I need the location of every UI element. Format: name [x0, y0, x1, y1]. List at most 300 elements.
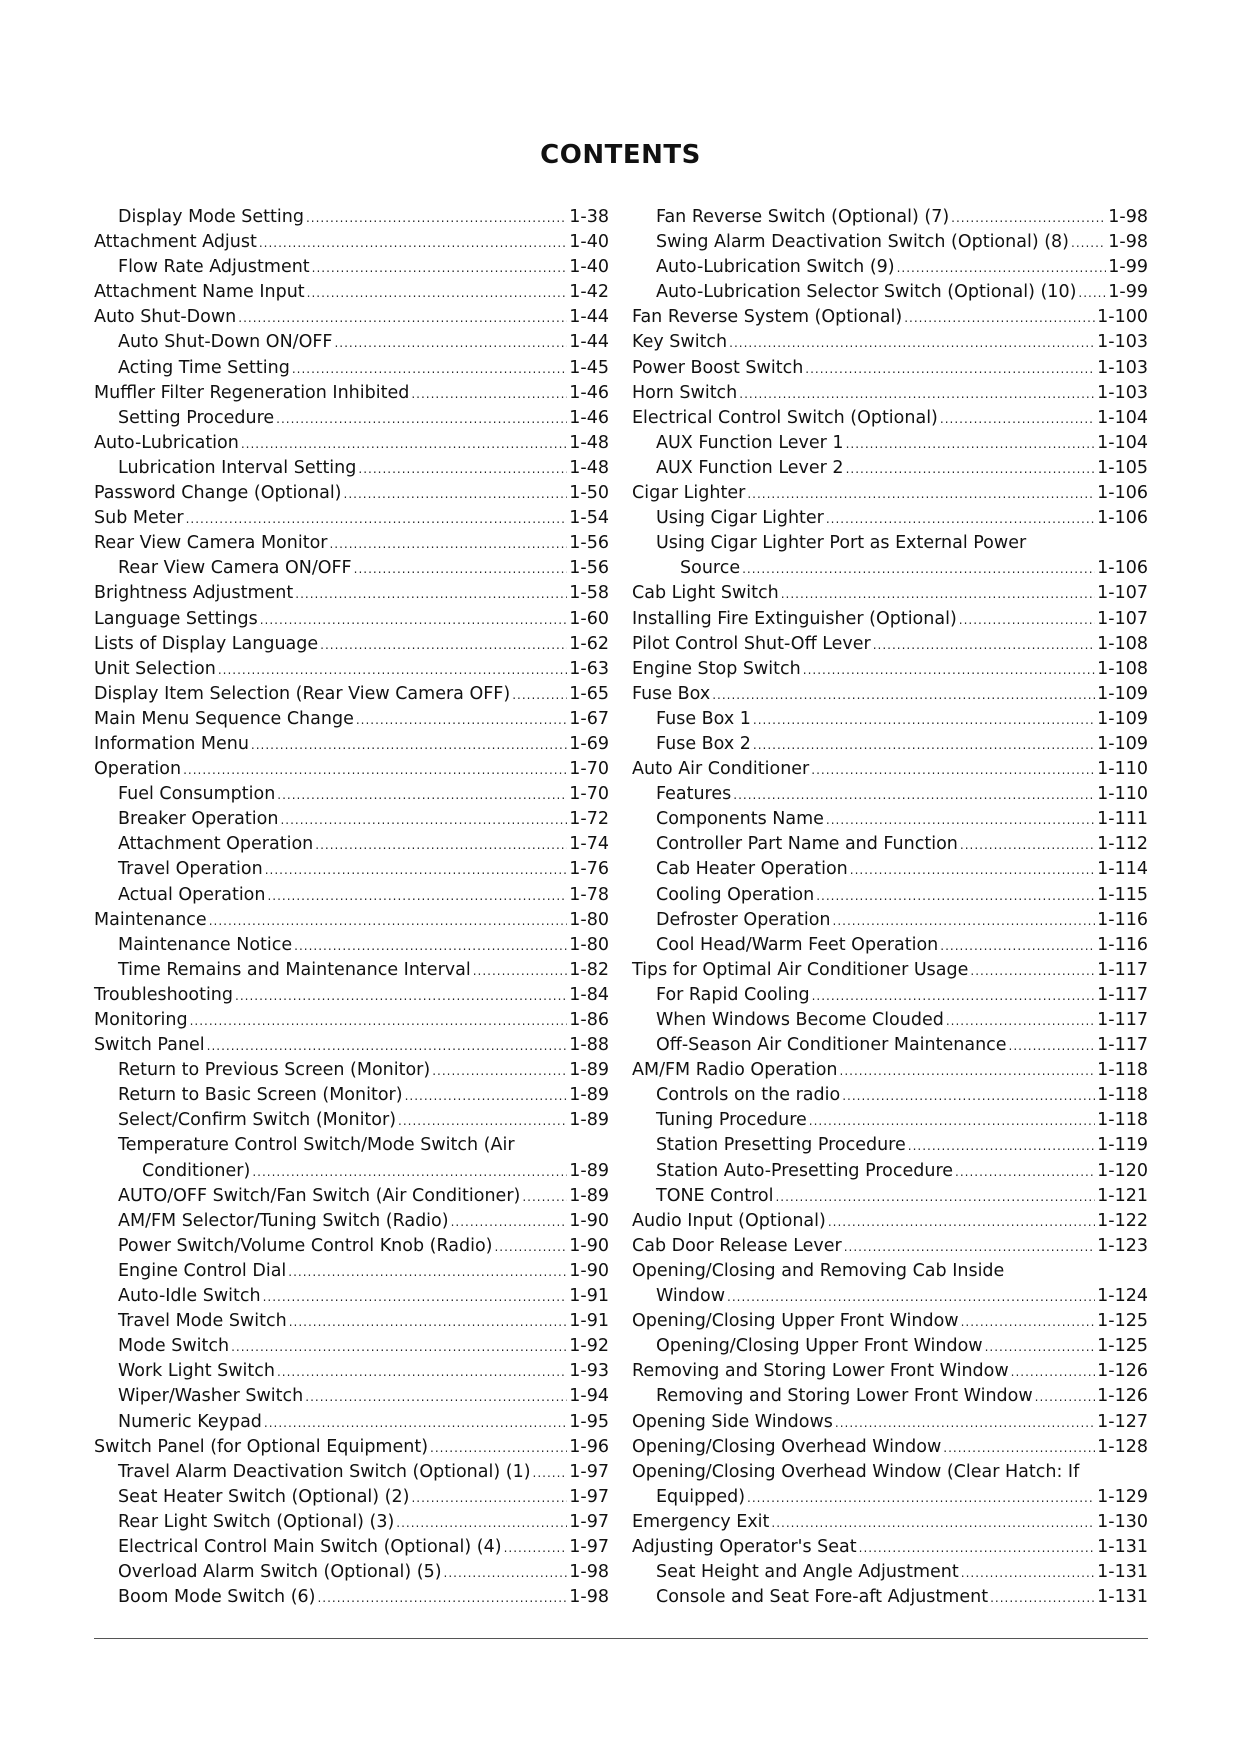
toc-entry-display-item-selection-rear-view-camera-off[interactable]	[94, 682, 609, 707]
toc-entry-engine-control-dial[interactable]	[94, 1259, 609, 1284]
toc-entry-label: Horn Switch	[632, 382, 738, 403]
dot-leader	[809, 1109, 1095, 1134]
toc-page-number: 1-54	[569, 508, 609, 529]
toc-page-number: 1-114	[1097, 859, 1148, 880]
dot-leader	[846, 432, 1096, 457]
toc-entry-label: For Rapid Cooling	[656, 984, 810, 1005]
dot-leader	[771, 1511, 1095, 1536]
toc-page-number: 1-122	[1097, 1210, 1148, 1231]
toc-entry-opening-closing-upper-front-window[interactable]	[632, 1334, 1148, 1359]
toc-page-number: 1-86	[569, 1010, 609, 1030]
toc-page-number: 1-103	[1097, 357, 1148, 378]
toc-entry-acting-time-setting[interactable]	[94, 356, 609, 381]
toc-entry-monitoring[interactable]	[94, 1008, 609, 1033]
toc-entry-auto-lubrication[interactable]	[94, 431, 609, 456]
toc-entry-label: Lists of Display Language	[94, 633, 319, 654]
dot-leader	[904, 306, 1095, 331]
toc-entry-travel-operation[interactable]	[94, 857, 609, 882]
toc-page-number: 1-74	[569, 834, 609, 855]
toc-entry-engine-stop-switch[interactable]	[632, 657, 1148, 682]
toc-entry-console-and-seat-fore-aft-adjustment[interactable]	[632, 1585, 1148, 1610]
toc-entry-information-menu[interactable]	[94, 732, 609, 757]
toc-entry-label: Acting Time Setting	[118, 357, 290, 378]
dot-leader	[259, 231, 567, 256]
dot-leader	[835, 1411, 1095, 1436]
toc-entry-flow-rate-adjustment[interactable]	[94, 255, 609, 280]
dot-leader	[307, 281, 568, 306]
toc-entry-label: Brightness Adjustment	[94, 583, 294, 604]
toc-entry-label: Time Remains and Maintenance Interval	[118, 959, 471, 980]
toc-page-number: 1-99	[1108, 257, 1148, 278]
dot-leader	[396, 1511, 567, 1536]
toc-entry-rear-view-camera-monitor[interactable]	[94, 531, 609, 556]
toc-page-number: 1-91	[569, 1286, 609, 1307]
toc-entry-electrical-control-main-switch-optional-4[interactable]	[94, 1535, 609, 1560]
dot-leader	[908, 1134, 1095, 1159]
dot-leader	[289, 1310, 568, 1335]
toc-entry-label: TONE Control	[656, 1185, 774, 1206]
toc-entry-label: Opening/Closing and Removing Cab Inside	[632, 1260, 1005, 1281]
dot-leader	[280, 808, 567, 833]
toc-entry-language-settings[interactable]	[94, 607, 609, 632]
toc-entry-label: Operation	[94, 759, 182, 780]
toc-entry-overload-alarm-switch-optional-5[interactable]	[94, 1560, 609, 1585]
dot-leader	[826, 507, 1095, 532]
dot-leader	[183, 758, 567, 783]
toc-entry-label: Main Menu Sequence Change	[94, 708, 354, 729]
dot-leader	[1009, 1034, 1096, 1059]
toc-entry-label: Cab Light Switch	[632, 583, 779, 604]
toc-page-number: 1-119	[1097, 1135, 1148, 1156]
toc-entry-label: Opening Side Windows	[632, 1411, 833, 1432]
toc-page-number: 1-50	[569, 483, 609, 504]
toc-page-number: 1-82	[569, 959, 609, 980]
dot-leader	[840, 1059, 1096, 1084]
dot-leader	[873, 633, 1095, 658]
toc-page-number: 1-46	[569, 382, 609, 403]
dot-leader	[742, 557, 1095, 582]
toc-page-number: 1-97	[569, 1461, 609, 1482]
toc-entry-pilot-control-shut-off-lever[interactable]	[632, 632, 1148, 657]
toc-entry-fuse-box[interactable]	[632, 682, 1148, 707]
toc-entry-installing-fire-extinguisher-optional[interactable]	[632, 607, 1148, 632]
toc-entry-cab-light-switch[interactable]	[632, 581, 1148, 606]
toc-entry-work-light-switch[interactable]	[94, 1359, 609, 1384]
toc-entry-label: Using Cigar Lighter Port as External Power	[656, 533, 1027, 554]
toc-page-number: 1-96	[569, 1436, 609, 1457]
toc-entry-actual-operation[interactable]	[94, 883, 609, 908]
toc-entry-label: Temperature Control Switch/Mode Switch (Air	[118, 1135, 515, 1156]
dot-leader	[186, 507, 568, 532]
toc-entry-label: Display Item Selection (Rear View Camera OFF)	[94, 683, 511, 704]
toc-page-number: 1-109	[1097, 708, 1148, 729]
toc-page-number: 1-97	[569, 1511, 609, 1532]
toc-page-number: 1-117	[1097, 1010, 1148, 1030]
toc-entry-removing-and-storing-lower-front-window[interactable]	[632, 1384, 1148, 1409]
toc-entry-auto-shut-down-on-off[interactable]	[94, 330, 609, 355]
toc-entry-label: Station Presetting Procedure	[656, 1135, 906, 1156]
toc-entry-display-mode-setting[interactable]	[94, 205, 609, 230]
toc-entry-auto-lubrication-switch-9[interactable]	[632, 255, 1148, 280]
toc-entry-key-switch[interactable]	[632, 330, 1148, 355]
dot-leader	[209, 909, 568, 934]
toc-page-number: 1-121	[1097, 1185, 1148, 1206]
toc-page-number: 1-56	[569, 558, 609, 579]
toc-page-number: 1-109	[1097, 733, 1148, 754]
toc-entry-cool-head-warm-feet-operation[interactable]	[632, 933, 1148, 958]
toc-page-number: 1-98	[1108, 232, 1148, 253]
dot-leader	[241, 432, 567, 457]
toc-entry-fan-reverse-switch-optional-7[interactable]	[632, 205, 1148, 230]
toc-entry-maintenance-notice[interactable]	[94, 933, 609, 958]
toc-entry-cab-door-release-lever[interactable]	[632, 1234, 1148, 1259]
dot-leader	[494, 1235, 567, 1260]
dot-leader	[842, 1084, 1095, 1109]
toc-page-number: 1-98	[569, 1587, 609, 1608]
dot-leader	[260, 608, 568, 633]
toc-entry-label: Breaker Operation	[118, 809, 279, 830]
toc-entry-label: Installing Fire Extinguisher (Optional)	[632, 608, 957, 629]
toc-entry-label: Overload Alarm Switch (Optional) (5)	[118, 1562, 442, 1583]
dot-leader	[747, 1486, 1095, 1511]
toc-entry-station-auto-presetting-procedure[interactable]	[632, 1159, 1148, 1184]
dot-leader	[959, 608, 1095, 633]
toc-entry-lubrication-interval-setting[interactable]	[94, 456, 609, 481]
toc-entry-aux-function-lever-2[interactable]	[632, 456, 1148, 481]
toc-entry-am-fm-radio-operation[interactable]	[632, 1058, 1148, 1083]
toc-entry-tone-control[interactable]	[632, 1184, 1148, 1209]
toc-entry-operation[interactable]	[94, 757, 609, 782]
toc-page-number: 1-127	[1097, 1411, 1148, 1432]
toc-entry-label: Using Cigar Lighter	[656, 508, 824, 529]
dot-leader	[231, 1335, 567, 1360]
toc-entry-audio-input-optional[interactable]	[632, 1209, 1148, 1234]
toc-entry-label: Maintenance Notice	[118, 934, 293, 955]
toc-entry-mode-switch[interactable]	[94, 1334, 609, 1359]
toc-page-number: 1-107	[1097, 583, 1148, 604]
toc-page-number: 1-40	[569, 232, 609, 253]
toc-entry-label: AM/FM Radio Operation	[632, 1060, 838, 1081]
toc-page-number: 1-84	[569, 984, 609, 1005]
toc-page-number: 1-128	[1097, 1436, 1148, 1457]
toc-page-number: 1-104	[1097, 432, 1148, 453]
toc-entry-adjusting-operator-s-seat[interactable]	[632, 1535, 1148, 1560]
toc-entry-fuse-box-2[interactable]	[632, 732, 1148, 757]
toc-page-number: 1-62	[569, 633, 609, 654]
toc-entry-auto-off-switch-fan-switch-air-conditioner[interactable]	[94, 1184, 609, 1209]
toc-page-number: 1-123	[1097, 1235, 1148, 1256]
dot-leader	[315, 833, 567, 858]
toc-entry-off-season-air-conditioner-maintenance[interactable]	[632, 1033, 1148, 1058]
toc-entry-removing-and-storing-lower-front-window[interactable]	[632, 1359, 1148, 1384]
dot-leader	[288, 1260, 567, 1285]
toc-entry-travel-mode-switch[interactable]	[94, 1309, 609, 1334]
toc-entry-label: Mode Switch	[118, 1336, 230, 1357]
toc-page-number: 1-72	[569, 809, 609, 830]
dot-leader	[320, 633, 567, 658]
toc-entry-seat-height-and-angle-adjustment[interactable]	[632, 1560, 1148, 1585]
toc-page-number: 1-65	[569, 683, 609, 704]
dot-leader	[354, 557, 568, 582]
toc-entry-switch-panel-for-optional-equipment[interactable]	[94, 1435, 609, 1460]
toc-page-number: 1-118	[1097, 1110, 1148, 1131]
toc-page-number: 1-118	[1097, 1085, 1148, 1106]
toc-page-number: 1-130	[1097, 1511, 1148, 1532]
toc-page-number: 1-100	[1097, 307, 1148, 328]
toc-entry-return-to-previous-screen-monitor[interactable]	[94, 1058, 609, 1083]
toc-entry-rear-light-switch-optional-3[interactable]	[94, 1510, 609, 1535]
toc-page-number: 1-89	[569, 1085, 609, 1106]
toc-page-number: 1-98	[569, 1562, 609, 1583]
toc-entry-label: AUX Function Lever 1	[656, 432, 844, 453]
toc-page-number: 1-89	[569, 1185, 609, 1206]
toc-entry-label: Password Change (Optional)	[94, 483, 342, 504]
toc-page-number: 1-131	[1097, 1536, 1148, 1557]
dot-leader	[816, 884, 1095, 909]
toc-entry-am-fm-selector-tuning-switch-radio[interactable]	[94, 1209, 609, 1234]
dot-leader	[312, 256, 568, 281]
toc-entry-electrical-control-switch-optional[interactable]	[632, 406, 1148, 431]
toc-entry-defroster-operation[interactable]	[632, 908, 1148, 933]
toc-entry-label: Swing Alarm Deactivation Switch (Optional) (8)	[656, 232, 1069, 253]
toc-entry-maintenance[interactable]	[94, 908, 609, 933]
toc-page-number: 1-88	[569, 1035, 609, 1056]
toc-entry-label: Removing and Storing Lower Front Window	[632, 1361, 1009, 1382]
toc-entry-main-menu-sequence-change[interactable]	[94, 707, 609, 732]
toc-entry-label: Monitoring	[94, 1010, 188, 1030]
toc-entry-auto-air-conditioner[interactable]	[632, 757, 1148, 782]
toc-entry-label: Features	[656, 784, 732, 805]
dot-leader	[430, 1436, 567, 1461]
toc-entry-label: Electrical Control Switch (Optional)	[632, 407, 938, 428]
toc-entry-label: Muffler Filter Regeneration Inhibited	[94, 382, 410, 403]
toc-entry-label: Audio Input (Optional)	[632, 1210, 826, 1231]
dot-leader	[961, 1310, 1096, 1335]
dot-leader	[940, 407, 1095, 432]
dot-leader	[411, 382, 567, 407]
toc-entry-password-change-optional[interactable]	[94, 481, 609, 506]
toc-page-number: 1-105	[1097, 457, 1148, 478]
dot-leader	[943, 1436, 1095, 1461]
toc-entry-label: Auto-Lubrication	[94, 432, 239, 453]
toc-entry-label: AUX Function Lever 2	[656, 457, 844, 478]
toc-entry-brightness-adjustment[interactable]	[94, 581, 609, 606]
dot-leader	[277, 1360, 567, 1385]
toc-entry-power-boost-switch[interactable]	[632, 356, 1148, 381]
toc-entry-for-rapid-cooling[interactable]	[632, 983, 1148, 1008]
toc-entry-opening-closing-upper-front-window[interactable]	[632, 1309, 1148, 1334]
toc-entry-components-name[interactable]	[632, 807, 1148, 832]
dot-leader	[504, 1536, 568, 1561]
toc-entry-opening-side-windows[interactable]	[632, 1410, 1148, 1435]
toc-entry-cigar-lighter[interactable]	[632, 481, 1148, 506]
toc-page-number: 1-99	[1108, 282, 1148, 303]
toc-entry-opening-closing-and-removing-cab-inside[interactable]	[632, 1259, 1148, 1309]
dot-leader	[846, 457, 1096, 482]
toc-entry-when-windows-become-clouded[interactable]	[632, 1008, 1148, 1033]
toc-entry-label: Power Boost Switch	[632, 357, 804, 378]
toc-entry-switch-panel[interactable]	[94, 1033, 609, 1058]
toc-page-number: 1-92	[569, 1336, 609, 1357]
toc-entry-opening-closing-overhead-window[interactable]	[632, 1435, 1148, 1460]
toc-page-number: 1-60	[569, 608, 609, 629]
toc-entry-label: Setting Procedure	[118, 407, 275, 428]
toc-entry-station-presetting-procedure[interactable]	[632, 1133, 1148, 1158]
toc-entry-travel-alarm-deactivation-switch-optional-1[interactable]	[94, 1460, 609, 1485]
dot-leader	[747, 482, 1095, 507]
toc-entry-unit-selection[interactable]	[94, 657, 609, 682]
toc-page-number: 1-44	[569, 307, 609, 328]
toc-entry-numeric-keypad[interactable]	[94, 1410, 609, 1435]
dot-leader	[811, 758, 1095, 783]
dot-leader	[985, 1335, 1096, 1360]
toc-page-number: 1-90	[569, 1235, 609, 1256]
toc-left-column	[94, 205, 609, 1610]
dot-leader	[512, 683, 567, 708]
toc-page-number: 1-126	[1097, 1386, 1148, 1407]
toc-entry-label: Numeric Keypad	[118, 1411, 262, 1432]
dot-leader	[727, 1285, 1095, 1310]
toc-entry-rear-view-camera-on-off[interactable]	[94, 556, 609, 581]
toc-entry-troubleshooting[interactable]	[94, 983, 609, 1008]
dot-leader	[951, 206, 1106, 231]
toc-entry-fan-reverse-system-optional[interactable]	[632, 305, 1148, 330]
toc-page-number: 1-38	[569, 207, 609, 227]
toc-entry-using-cigar-lighter[interactable]	[632, 506, 1148, 531]
dot-leader	[733, 783, 1095, 808]
toc-entry-label: Cab Door Release Lever	[632, 1235, 842, 1256]
toc-page-number: 1-112	[1097, 834, 1148, 855]
dot-leader	[1071, 231, 1106, 256]
toc-entry-aux-function-lever-1[interactable]	[632, 431, 1148, 456]
toc-entry-label: Removing and Storing Lower Front Window	[656, 1386, 1033, 1407]
toc-entry-label: Fuse Box 1	[656, 708, 751, 729]
toc-entry-setting-procedure[interactable]	[94, 406, 609, 431]
toc-entry-auto-lubrication-selector-switch-optional-10[interactable]	[632, 280, 1148, 305]
toc-entry-label: Rear Light Switch (Optional) (3)	[118, 1511, 395, 1532]
toc-entry-auto-idle-switch[interactable]	[94, 1284, 609, 1309]
toc-entry-time-remains-and-maintenance-interval[interactable]	[94, 958, 609, 983]
toc-entry-attachment-operation[interactable]	[94, 832, 609, 857]
dot-leader	[317, 1586, 567, 1611]
dot-leader	[358, 457, 567, 482]
dot-leader	[844, 1235, 1095, 1260]
dot-leader	[805, 357, 1095, 382]
dot-leader	[306, 206, 567, 231]
toc-entry-using-cigar-lighter-port-as-external-power[interactable]	[632, 531, 1148, 581]
toc-entry-controller-part-name-and-function[interactable]	[632, 832, 1148, 857]
toc-page-number: 1-89	[569, 1110, 609, 1131]
toc-page-number: 1-103	[1097, 332, 1148, 353]
toc-entry-label: Seat Height and Angle Adjustment	[656, 1562, 959, 1583]
toc-page-number: 1-109	[1097, 683, 1148, 704]
dot-leader	[753, 708, 1095, 733]
dot-leader	[405, 1084, 568, 1109]
toc-entry-temperature-control-switch-mode-switch-air[interactable]	[94, 1133, 609, 1183]
dot-leader	[940, 934, 1095, 959]
toc-entry-label: Auto-Idle Switch	[118, 1286, 261, 1307]
toc-entry-label: Controls on the radio	[656, 1085, 841, 1106]
toc-entry-label: Return to Previous Screen (Monitor)	[118, 1060, 431, 1081]
toc-entry-label: Cab Heater Operation	[656, 859, 848, 880]
toc-entry-fuel-consumption[interactable]	[94, 782, 609, 807]
toc-entry-label: Fuse Box	[632, 683, 711, 704]
toc-entry-horn-switch[interactable]	[632, 381, 1148, 406]
toc-entry-label: Travel Alarm Deactivation Switch (Optional) (1)	[118, 1461, 531, 1482]
toc-entry-breaker-operation[interactable]	[94, 807, 609, 832]
toc-page-number: 1-63	[569, 658, 609, 679]
toc-entry-label: Wiper/Washer Switch	[118, 1386, 304, 1407]
toc-page-number: 1-118	[1097, 1060, 1148, 1081]
toc-entry-label: Switch Panel	[94, 1035, 205, 1056]
toc-entry-controls-on-the-radio[interactable]	[632, 1083, 1148, 1108]
toc-entry-select-confirm-switch-monitor[interactable]	[94, 1108, 609, 1133]
toc-page-number: 1-120	[1097, 1160, 1148, 1181]
toc-entry-label: Information Menu	[94, 733, 249, 754]
toc-page-number: 1-131	[1097, 1562, 1148, 1583]
dot-leader	[265, 858, 568, 883]
toc-page-number: 1-91	[569, 1311, 609, 1332]
toc-entry-auto-shut-down[interactable]	[94, 305, 609, 330]
toc-entry-attachment-name-input[interactable]	[94, 280, 609, 305]
dot-leader	[264, 1411, 567, 1436]
dot-leader	[775, 1185, 1095, 1210]
dot-leader	[251, 733, 567, 758]
toc-entry-label: Station Auto-Presetting Procedure	[656, 1160, 954, 1181]
toc-entry-cab-heater-operation[interactable]	[632, 857, 1148, 882]
toc-page-number: 1-42	[569, 282, 609, 303]
toc-entry-seat-heater-switch-optional-2[interactable]	[94, 1485, 609, 1510]
toc-right-column	[632, 205, 1148, 1610]
toc-entry-cooling-operation[interactable]	[632, 883, 1148, 908]
toc-entry-power-switch-volume-control-knob-radio[interactable]	[94, 1234, 609, 1259]
toc-entry-attachment-adjust[interactable]	[94, 230, 609, 255]
dot-leader	[218, 658, 567, 683]
toc-entry-wiper-washer-switch[interactable]	[94, 1384, 609, 1409]
toc-page-number: 1-80	[569, 909, 609, 930]
toc-entry-opening-closing-overhead-window-clear-hatch-if[interactable]	[632, 1460, 1148, 1510]
toc-entry-label: Off-Season Air Conditioner Maintenance	[656, 1035, 1007, 1056]
toc-page-number: 1-106	[1097, 558, 1148, 579]
toc-page-number: 1-131	[1097, 1587, 1148, 1608]
toc-entry-sub-meter[interactable]	[94, 506, 609, 531]
toc-entry-muffler-filter-regeneration-inhibited[interactable]	[94, 381, 609, 406]
toc-entry-tips-for-optimal-air-conditioner-usage[interactable]	[632, 958, 1148, 983]
dot-leader	[276, 407, 567, 432]
dot-leader	[826, 808, 1095, 833]
toc-page-number: 1-106	[1097, 483, 1148, 504]
toc-entry-fuse-box-1[interactable]	[632, 707, 1148, 732]
toc-page-number: 1-69	[569, 733, 609, 754]
dot-leader	[1011, 1360, 1095, 1385]
toc-entry-label: Rear View Camera Monitor	[94, 533, 328, 554]
toc-entry-emergency-exit[interactable]	[632, 1510, 1148, 1535]
toc-entry-swing-alarm-deactivation-switch-optional-8[interactable]	[632, 230, 1148, 255]
toc-entry-lists-of-display-language[interactable]	[94, 632, 609, 657]
toc-entry-label: Tips for Optimal Air Conditioner Usage	[632, 959, 969, 980]
dot-leader	[850, 858, 1095, 883]
toc-entry-tuning-procedure[interactable]	[632, 1108, 1148, 1133]
toc-entry-label: Lubrication Interval Setting	[118, 457, 357, 478]
toc-entry-label: Opening/Closing Upper Front Window	[656, 1336, 983, 1357]
toc-entry-features[interactable]	[632, 782, 1148, 807]
toc-entry-label: Window	[656, 1286, 726, 1307]
toc-entry-return-to-basic-screen-monitor[interactable]	[94, 1083, 609, 1108]
toc-entry-label: Flow Rate Adjustment	[118, 257, 310, 278]
toc-entry-label: Select/Confirm Switch (Monitor)	[118, 1110, 397, 1131]
toc-entry-boom-mode-switch-6[interactable]	[94, 1585, 609, 1610]
toc-page-number: 1-46	[569, 407, 609, 428]
